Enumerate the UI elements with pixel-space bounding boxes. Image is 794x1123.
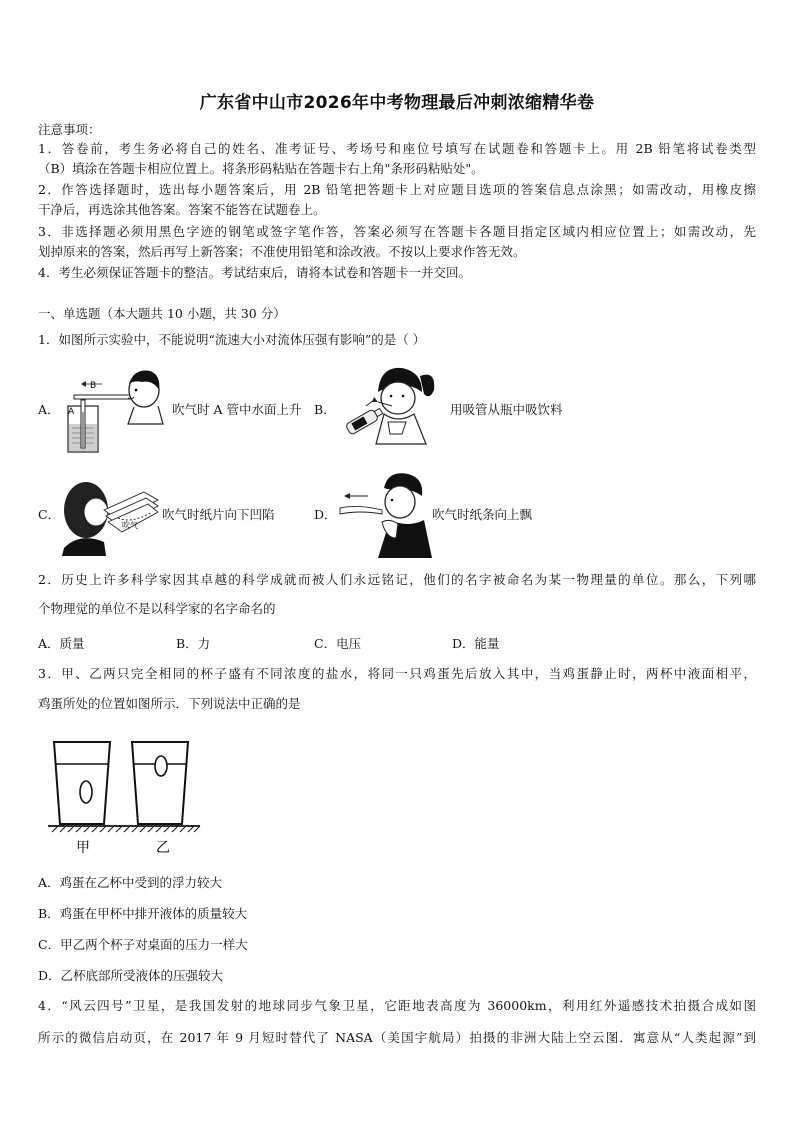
blow-tube-figure [64, 362, 164, 458]
option-a-caption: 吹气时 A 管中水面上升 [172, 402, 302, 417]
question-2-choice-a: A．质量 [38, 636, 85, 651]
option-c-label: C． [38, 507, 61, 522]
tube-a-label: A [68, 407, 75, 417]
section-heading: 一、单选题（本大题共 10 小题，共 30 分） [38, 306, 286, 321]
notice-line: 3．非选择题必须用黑色字迹的钢笔或签字笔作答，答案必须写在答题卡各题目指定区域内相应位置上；如需改动，先 [38, 224, 756, 239]
notice-line: 4．考生必须保证答题卡的整洁。考试结束后，请将本试卷和答题卡一并交回。 [38, 265, 471, 280]
tube-b-label: B [90, 381, 97, 391]
question-2-choice-b: B．力 [176, 636, 211, 651]
notice-line: 干净后，再选涂其他答案。答案不能答在试题卷上。 [38, 202, 326, 217]
question-3-choice-c: C．甲乙两个杯子对桌面的压力一样大 [38, 937, 248, 952]
option-b-label: B． [314, 402, 336, 417]
question-4-line: 所示的微信启动页，在 2017 年 9 月短时替代了 NASA（美国宇航局）拍摄的非洲大陆上空云图．寓意从“人类起源”到 [38, 1030, 756, 1045]
option-b-caption: 用吸管从瓶中吸饮料 [450, 402, 563, 417]
question-2-choice-d: D．能量 [452, 636, 500, 651]
option-d-caption: 吹气时纸条向上飘 [432, 507, 533, 522]
option-a-label: A． [38, 402, 60, 417]
question-3-line: 鸡蛋所处的位置如图所示．下列说法中正确的是 [38, 696, 301, 711]
cup-label-yi: 乙 [156, 840, 170, 856]
question-3-choice-d: D．乙杯底部所受液体的压强较大 [38, 968, 224, 983]
paper-dip-figure [60, 470, 160, 556]
option-d-label: D． [314, 507, 337, 522]
question-2-line: 2．历史上许多科学家因其卓越的科学成就而被人们永远铭记，他们的名字被命名为某一物理量的单位。那么，下列哪 [38, 572, 756, 587]
straw-bottle-figure [340, 362, 445, 457]
question-3-choice-b: B．鸡蛋在甲杯中排开液体的质量较大 [38, 906, 248, 921]
option-c-caption: 吹气时纸片向下凹陷 [162, 507, 275, 522]
egg-cups-figure [44, 736, 214, 856]
question-3-choice-a: A．鸡蛋在乙杯中受到的浮力较大 [38, 875, 223, 890]
paper-strip-figure [338, 466, 432, 558]
notice-line: 2．作答选择题时，选出每小题答案后，用 2B 铅笔把答题卡上对应题目选项的答案信息点涂黑；如需改动，用橡皮擦 [38, 182, 756, 197]
question-1-stem: 1．如图所示实验中，不能说明“流速大小对流体压强有影响”的是（ ） [38, 332, 426, 347]
question-2-choice-c: C．电压 [314, 636, 362, 651]
question-2-line: 个物理觉的单位不是以科学家的名字命名的 [38, 601, 276, 616]
notice-line: 划掉原来的答案，然后再写上新答案；不准使用铅笔和涂改液。不按以上要求作答无效。 [38, 244, 526, 259]
blow-label: 吹气 [122, 521, 138, 530]
page-title: 广东省中山市2026年中考物理最后冲刺浓缩精华卷 [199, 93, 595, 113]
notice-line: （B）填涂在答题卡相应位置上。将条形码粘贴在答题卡右上角"条形码粘贴处"。 [38, 161, 484, 176]
notice-heading: 注意事项： [38, 122, 101, 137]
question-4-line: 4．“风云四号”卫星，是我国发射的地球同步气象卫星，它距地表高度为 36000km，利用红外遥感技术拍摄合成如图 [38, 998, 756, 1013]
cup-label-jia: 甲 [76, 840, 90, 856]
notice-line: 1．答卷前，考生务必将自己的姓名、准考证号、考场号和座位号填写在试题卷和答题卡上。用 2B 铅笔将试卷类型 [38, 141, 756, 156]
question-3-line: 3．甲、乙两只完全相同的杯子盛有不同浓度的盐水，将同一只鸡蛋先后放入其中，当鸡蛋静止时，两杯中液面相平， [38, 666, 756, 681]
